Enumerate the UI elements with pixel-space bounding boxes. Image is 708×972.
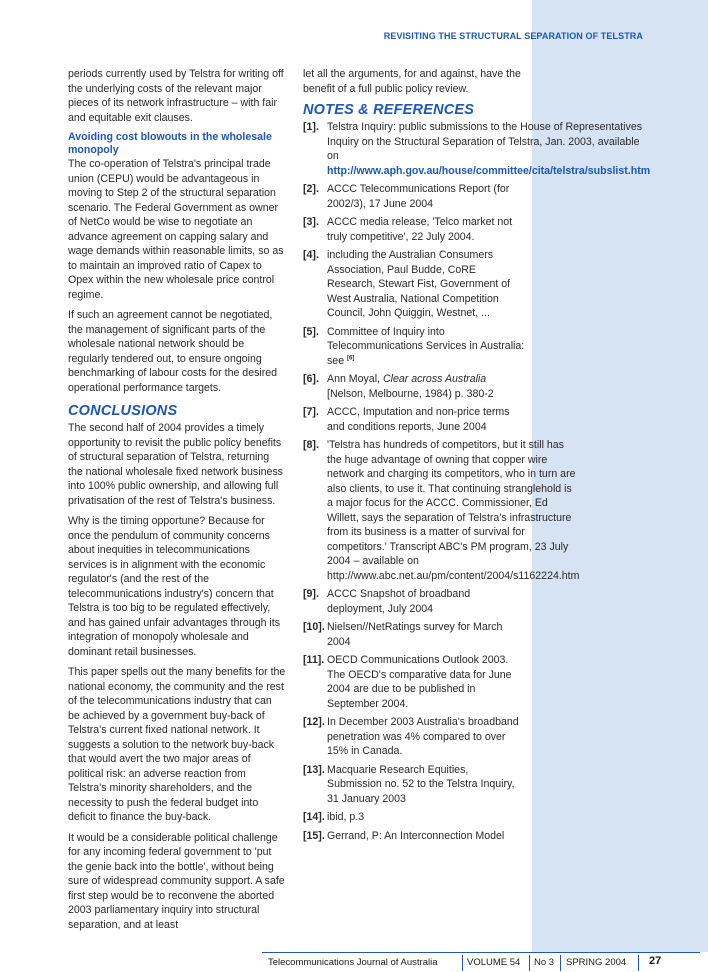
footer-season: SPRING 2004 xyxy=(566,957,627,968)
footer-divider xyxy=(638,955,639,971)
page-number: 27 xyxy=(649,955,662,967)
reference-item xyxy=(303,620,525,649)
footnote-marker[interactable]: [6] xyxy=(347,354,355,361)
reference-item xyxy=(303,372,525,401)
reference-number: [11]. xyxy=(303,654,325,666)
body-paragraph: If such an agreement cannot be negotiated, the management of significant parts of the wholesale national network should be regularly tendered out, to ensure ongoing benchmarking of labour costs for the desired operational performance targets. xyxy=(68,309,278,394)
reference-text: ACCC Telecommunications Report (for 2002/3), 17 June 2004 xyxy=(327,183,510,210)
running-title: REVISITING THE STRUCTURAL SEPARATION OF TELSTRA xyxy=(383,31,643,41)
footer-divider xyxy=(529,955,530,971)
reference-text: ACCC Snapshot of broadband deployment, July 2004 xyxy=(327,588,471,615)
reference-item xyxy=(303,120,651,178)
reference-number: [8]. xyxy=(303,439,319,451)
body-paragraph: It would be a considerable political challenge for any incoming federal government to 'put the genie back into the bottle', without being sure of widespread community support. A safe first step would be to reconvene the aborted 2003 parliamentary inquiry into structural separation, and at least xyxy=(68,831,285,931)
conclusions-heading: CONCLUSIONS xyxy=(68,403,178,419)
reference-title: Clear across Australia xyxy=(382,373,487,385)
reference-number: [10]. xyxy=(303,621,325,633)
reference-item xyxy=(303,438,580,583)
reference-number: [12]. xyxy=(303,716,325,728)
footer-divider xyxy=(462,955,463,971)
footer-journal: Telecommunications Journal of Australia xyxy=(268,957,438,968)
reference-number: [4]. xyxy=(303,249,319,261)
notes-heading: NOTES & REFERENCES xyxy=(303,102,475,118)
reference-item xyxy=(303,587,525,616)
reference-number: [3]. xyxy=(303,216,319,228)
reference-text: In December 2003 Australia's broadband penetration was 4% compared to over 15% in Canada. xyxy=(327,716,519,757)
reference-number: [6]. xyxy=(303,373,319,385)
reference-number: [5]. xyxy=(303,325,319,338)
reference-text: ibid, p.3 xyxy=(327,811,365,823)
footer-issue: No 3 xyxy=(534,957,555,968)
reference-item xyxy=(303,182,525,211)
reference-item xyxy=(303,653,525,711)
reference-item xyxy=(303,763,525,807)
reference-text: ACCC media release, 'Telco market not truly competitive', 22 July 2004. xyxy=(327,216,513,243)
body-paragraph: This paper spells out the many benefits for the national economy, the community and the rest of the telecommunications industry that can be achieved by a government buy-back of Telstra's current fixed national network. It suggests a solution to the network buy-back that would avert the two major areas of political risk: an adverse reaction from Telstra's minority shareholders, and the necessity to push the federal budget into deficit to finance the buy-back. xyxy=(68,666,286,823)
reference-text: OECD Communications Outlook 2003. The OECD's comparative data for June 2004 are due to be published in September 2004. xyxy=(327,654,512,710)
reference-link[interactable]: http://www.aph.gov.au/house/committee/cita/telstra/subslist.htm xyxy=(327,164,651,177)
reference-number: [13]. xyxy=(303,763,325,776)
reference-number: [15]. xyxy=(303,829,325,842)
reference-item xyxy=(303,715,525,759)
reference-text: Macquarie Research Equities, Submission no. 52 to the Telstra Inquiry, 31 January 2003 xyxy=(327,763,515,805)
body-paragraph: The co-operation of Telstra's principal trade union (CEPU) would be advantageous in moving to Step 2 of the structural separation scenario. The Federal Government as owner of NetCo would be wise to negotiate an advance agreement on capping salary and wage demands within reasonable limits, so as to maintain an improved ratio of Capex to Opex within the new wholesale price control regime. xyxy=(68,158,284,301)
reference-item xyxy=(303,405,525,434)
reference-number: [14]. xyxy=(303,811,325,823)
reference-item xyxy=(303,248,525,321)
footer-divider xyxy=(560,955,561,971)
footer-rule xyxy=(262,952,700,953)
reference-number: [7]. xyxy=(303,406,319,418)
body-paragraph: Why is the timing opportune? Because for once the pendulum of community concerns about inequities in telecommunications services is in alignment with the economic regulator's (and the rest of the telecommunications industry's) concern that Telstra is too big to be regulated effectively, and has gained unfair advantages through its integration of monopoly wholesale and dominant retail businesses. xyxy=(68,515,281,658)
body-paragraph: periods currently used by Telstra for writing off the underlying costs of the relevant major pieces of its network infrastructure – with fair and equitable exit clauses. xyxy=(68,68,284,124)
reference-text: including the Australian Consumers Association, Paul Budde, CoRE Research, Stewart Fist, Government of West Australia, National Competition Council, John Quiggin, Westnet, ... xyxy=(327,249,511,319)
reference-text: Nielsen//NetRatings survey for March 2004 xyxy=(327,621,503,648)
reference-item xyxy=(303,810,525,825)
reference-number: [9]. xyxy=(303,588,319,600)
subheading: Avoiding cost blowouts in the wholesale monopoly xyxy=(68,131,272,156)
middle-column xyxy=(303,67,651,847)
reference-text: Telstra Inquiry: public submissions to the House of Representatives Inquiry on the Structural Separation of Telstra, Jan. 2003, available on xyxy=(327,121,643,162)
reference-item xyxy=(303,829,525,844)
reference-text: Gerrand, P: An Interconnection Model xyxy=(327,829,505,842)
reference-author: Ann Moyal, xyxy=(327,373,383,385)
body-paragraph: The second half of 2004 provides a timely opportunity to revisit the public policy benefits of structural separation of Telstra, returning the national wholesale fixed network business into 100% public ownership, and allowing full privatisation of the rest of Telstra's business. xyxy=(68,422,283,507)
reference-number: [2]. xyxy=(303,183,319,195)
reference-number: [1]. xyxy=(303,121,319,133)
reference-item xyxy=(303,215,525,244)
footer-volume: VOLUME 54 xyxy=(467,957,521,968)
reference-text: Committee of Inquiry into Telecommunications Services in Australia: see xyxy=(327,325,525,367)
body-paragraph: let all the arguments, for and against, have the benefit of a full public policy review. xyxy=(303,68,521,95)
reference-text: [Nelson, Melbourne, 1984) p. 380-2 xyxy=(327,387,494,400)
left-column xyxy=(68,67,286,938)
reference-text: ACCC, Imputation and non-price terms and conditions reports, June 2004 xyxy=(327,406,510,433)
reference-text: 'Telstra has hundreds of competitors, but it still has the huge advantage of owning that copper wire network and charging its competitors, who in turn are also clients, to use it. That continuing stranglehold is a major focus for the ACCC. Commissioner, Ed Willett, says the separation of Telstra's infrastructure from its business is a matter of survival for competitors.' Transcript ABC's PM program, 23 July 2004 – available on http://www.abc.net.au/pm/content/2004/s1162224.htm xyxy=(327,439,580,582)
reference-item xyxy=(303,325,525,369)
